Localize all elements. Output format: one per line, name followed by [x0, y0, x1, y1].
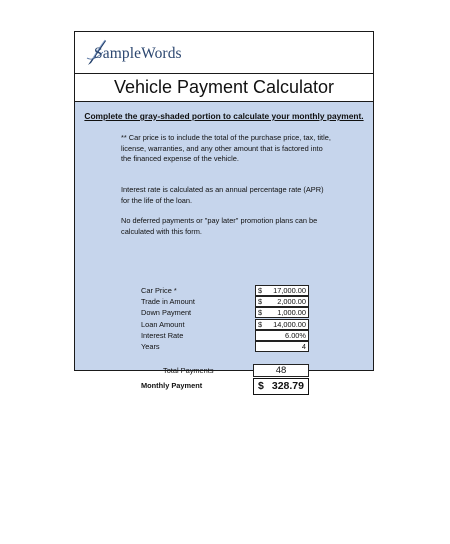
years-input[interactable]: [255, 341, 309, 352]
years-label: Years: [141, 342, 160, 351]
logo-area: [75, 32, 373, 73]
currency-symbol: $: [258, 320, 263, 329]
down-payment-label: Down Payment: [141, 308, 192, 317]
interest-rate-label: Interest Rate: [141, 331, 184, 340]
loan-amount-field: [255, 319, 309, 330]
currency-symbol: $: [258, 286, 263, 295]
monthly-payment-label: Monthly Payment: [141, 381, 203, 390]
instruction-text: Complete the gray-shaded portion to calculate your monthly payment.: [84, 111, 364, 121]
currency-symbol: $: [258, 308, 263, 317]
input-panel: [75, 102, 373, 392]
car-price-input[interactable]: [255, 285, 309, 296]
interest-rate-value: 6.00%: [285, 331, 306, 340]
interest-rate-input[interactable]: [255, 330, 309, 341]
note-interest-rate: Interest rate is calculated as an annual percentage rate (APR) for the life of the loan.: [121, 185, 324, 205]
note-car-price: ** Car price is to include the total of the purchase price, tax, title, license, warranties, and any other amount that is factored into the financed expense of the vehicle.: [121, 133, 331, 164]
total-payments-label: Total Payments: [163, 366, 214, 375]
trade-in-input[interactable]: [255, 296, 309, 307]
title-bar: [75, 73, 373, 102]
logo-text: SampleWords: [94, 45, 182, 62]
car-price-value: 17,000.00: [273, 286, 306, 295]
page-title: Vehicle Payment Calculator: [113, 77, 335, 97]
loan-amount-label: Loan Amount: [141, 320, 185, 329]
car-price-label: Car Price *: [141, 286, 177, 295]
trade-in-label: Trade in Amount: [141, 297, 195, 306]
calculator-sheet: [74, 31, 374, 392]
monthly-payment-field: [253, 378, 309, 395]
down-payment-value: 1,000.00: [277, 308, 306, 317]
down-payment-input[interactable]: [255, 307, 309, 318]
monthly-payment-value: 328.79: [271, 380, 304, 392]
note-deferred: No deferred payments or "pay later" promotion plans can be calculated with this form.: [121, 216, 318, 236]
years-value: 4: [301, 342, 306, 351]
currency-symbol: $: [258, 380, 264, 392]
total-payments-field: 48: [253, 364, 309, 377]
trade-in-value: 2,000.00: [277, 297, 306, 306]
loan-amount-value: 14,000.00: [273, 320, 306, 329]
currency-symbol: $: [258, 297, 263, 306]
